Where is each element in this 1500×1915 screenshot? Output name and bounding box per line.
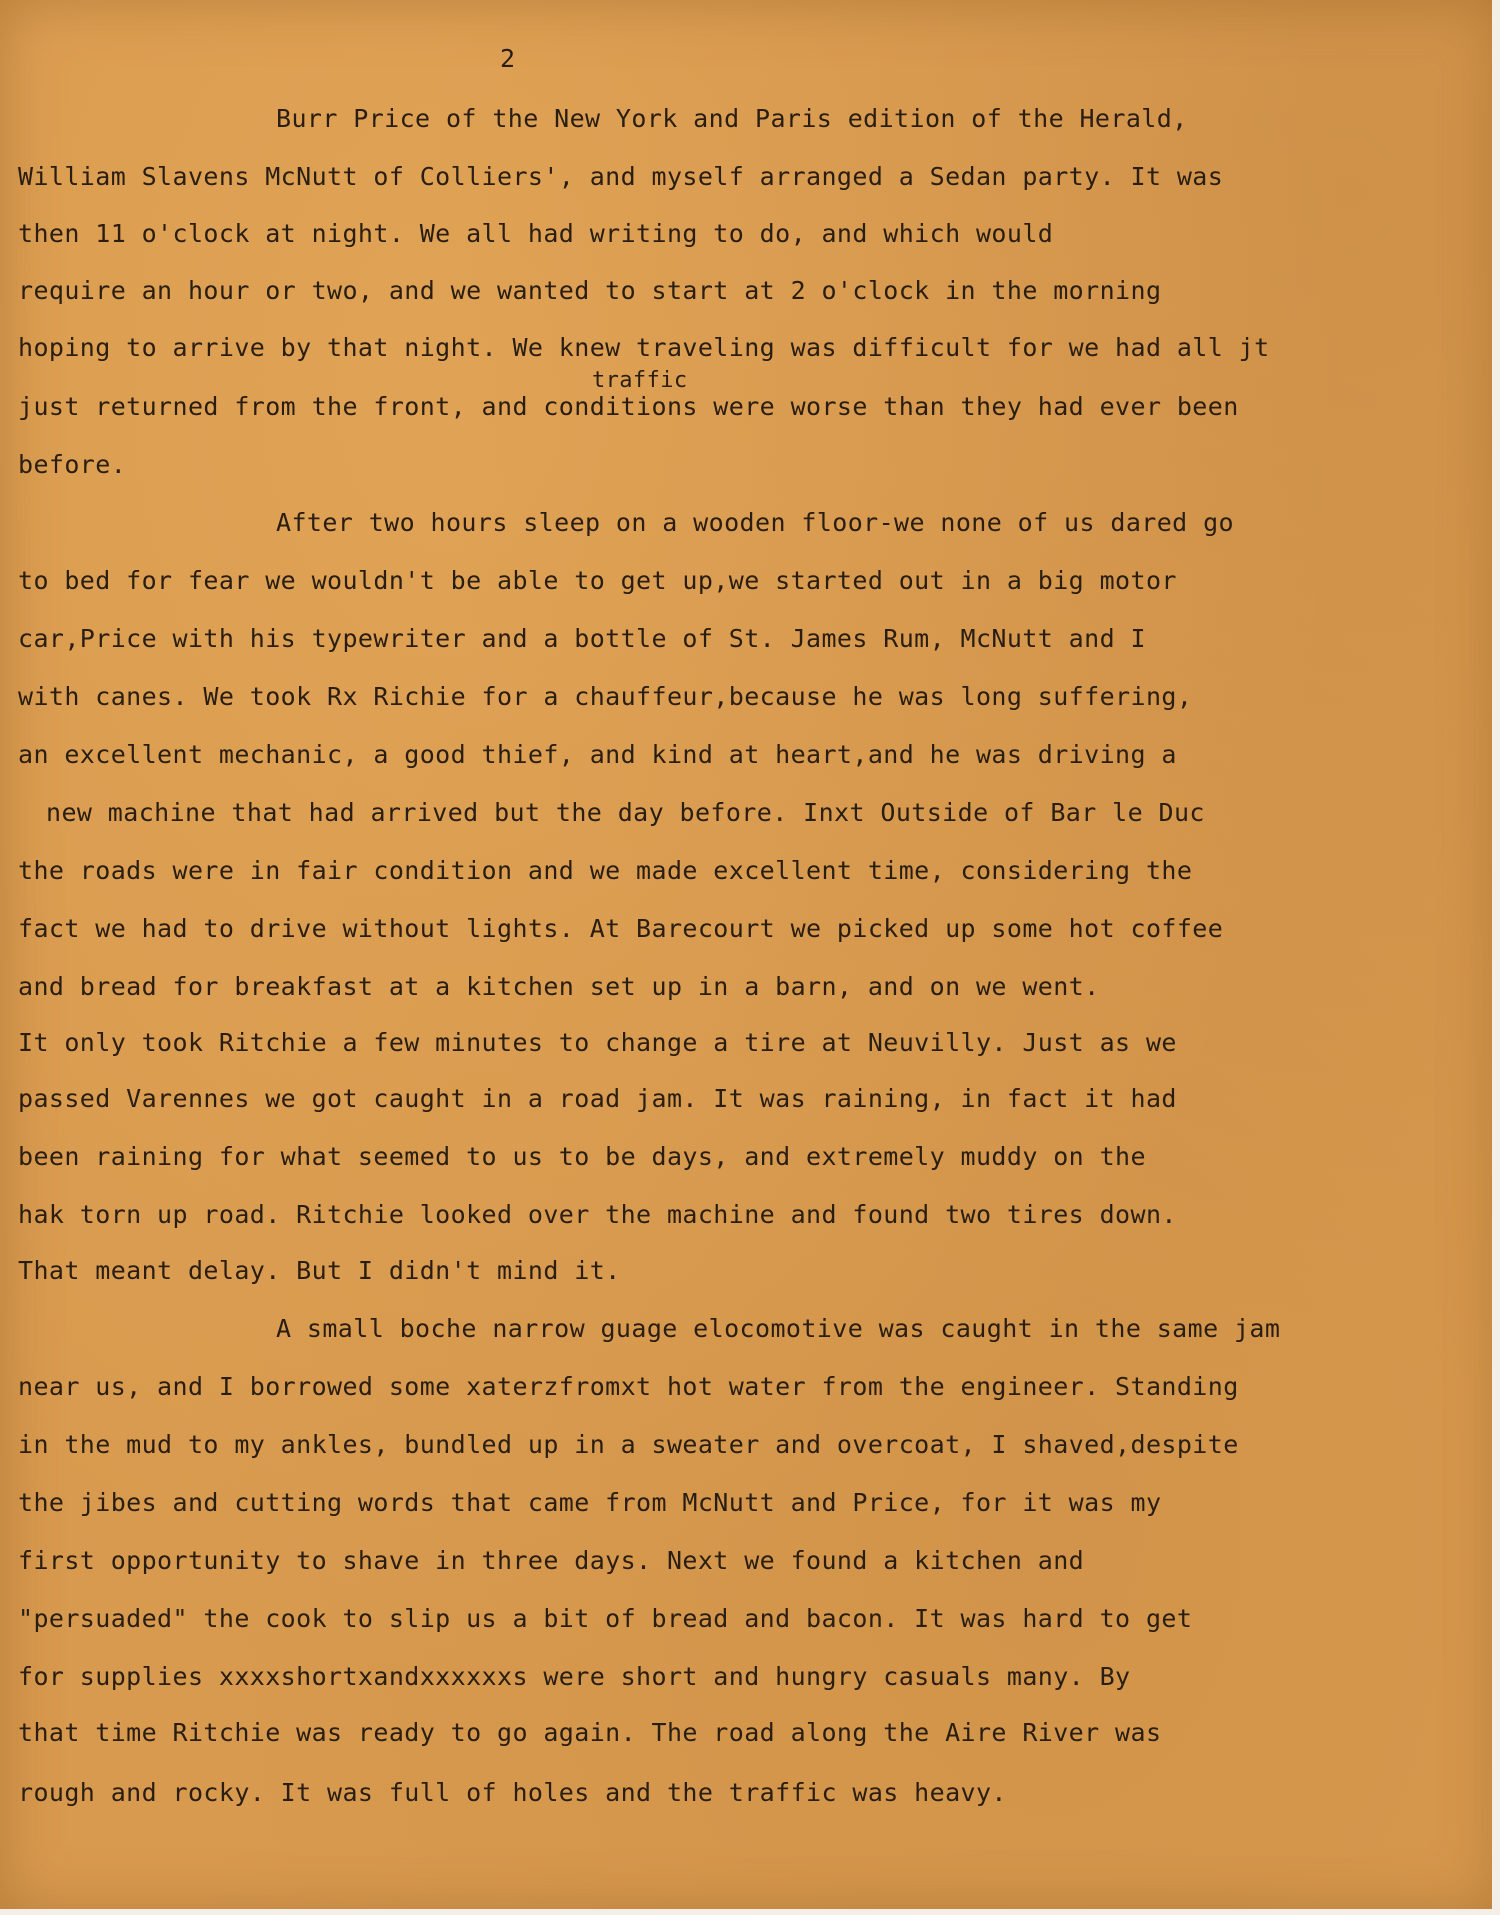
paragraph-3-line-9: rough and rocky. It was full of holes and the traffic was heavy. <box>18 1778 1007 1807</box>
paragraph-3-line-1: A small boche narrow guage elocomotive was caught in the same jam <box>276 1314 1281 1343</box>
paragraph-1-line-2: William Slavens McNutt of Colliers', and myself arranged a Sedan party. It was <box>18 162 1224 191</box>
interlinear-insertion: traffic <box>592 368 688 393</box>
paragraph-2-line-7: the roads were in fair condition and we made excellent time, considering the <box>18 856 1193 885</box>
paragraph-2-line-6: new machine that had arrived but the day before. Inxt Outside of Bar le Duc <box>46 798 1205 827</box>
paragraph-1-line-1: Burr Price of the New York and Paris edition of the Herald, <box>276 104 1188 133</box>
paragraph-1-line-4: require an hour or two, and we wanted to start at 2 o'clock in the morning <box>18 276 1162 305</box>
paragraph-2-line-13: hak torn up road. Ritchie looked over the machine and found two tires down. <box>18 1200 1177 1229</box>
page-number: 2 <box>500 44 516 73</box>
paragraph-2-line-1: After two hours sleep on a wooden floor-we none of us dared go <box>276 508 1234 537</box>
paragraph-2-line-14: That meant delay. But I didn't mind it. <box>18 1256 621 1285</box>
paragraph-3-line-7: for supplies xxxxshortxandxxxxxxs were short and hungry casuals many. By <box>18 1662 1131 1691</box>
paragraph-2-line-5: an excellent mechanic, a good thief, and kind at heart,and he was driving a <box>18 740 1177 769</box>
paragraph-1-line-7: before. <box>18 450 127 479</box>
paragraph-2-line-12: been raining for what seemed to us to be days, and extremely muddy on the <box>18 1142 1146 1171</box>
paragraph-3-line-4: the jibes and cutting words that came from McNutt and Price, for it was my <box>18 1488 1162 1517</box>
paragraph-2-line-10: It only took Ritchie a few minutes to change a tire at Neuvilly. Just as we <box>18 1028 1177 1057</box>
paragraph-2-line-4: with canes. We took Rx Richie for a chauffeur,because he was long suffering, <box>18 682 1193 711</box>
paragraph-1-line-6: just returned from the front, and conditions were worse than they had ever been <box>18 392 1239 421</box>
paragraph-1-line-3: then 11 o'clock at night. We all had writing to do, and which would <box>18 219 1054 248</box>
paragraph-3-line-3: in the mud to my ankles, bundled up in a sweater and overcoat, I shaved,despite <box>18 1430 1239 1459</box>
paragraph-2-line-9: and bread for breakfast at a kitchen set up in a barn, and on we went. <box>18 972 1100 1001</box>
page-edge-right <box>1492 0 1500 1915</box>
page-edge-bottom <box>0 1909 1500 1915</box>
paragraph-3-line-6: "persuaded" the cook to slip us a bit of bread and bacon. It was hard to get <box>18 1604 1193 1633</box>
paragraph-2-line-3: car,Price with his typewriter and a bottle of St. James Rum, McNutt and I <box>18 624 1146 653</box>
paragraph-3-line-5: first opportunity to shave in three days. Next we found a kitchen and <box>18 1546 1085 1575</box>
paragraph-3-line-8: that time Ritchie was ready to go again. The road along the Aire River was <box>18 1718 1162 1747</box>
paragraph-2-line-8: fact we had to drive without lights. At Barecourt we picked up some hot coffee <box>18 914 1224 943</box>
paragraph-2-line-11: passed Varennes we got caught in a road jam. It was raining, in fact it had <box>18 1084 1177 1113</box>
paragraph-2-line-2: to bed for fear we wouldn't be able to get up,we started out in a big motor <box>18 566 1177 595</box>
paragraph-3-line-2: near us, and I borrowed some xaterzfromxt hot water from the engineer. Standing <box>18 1372 1239 1401</box>
paragraph-1-line-5: hoping to arrive by that night. We knew traveling was difficult for we had all jt <box>18 333 1270 362</box>
